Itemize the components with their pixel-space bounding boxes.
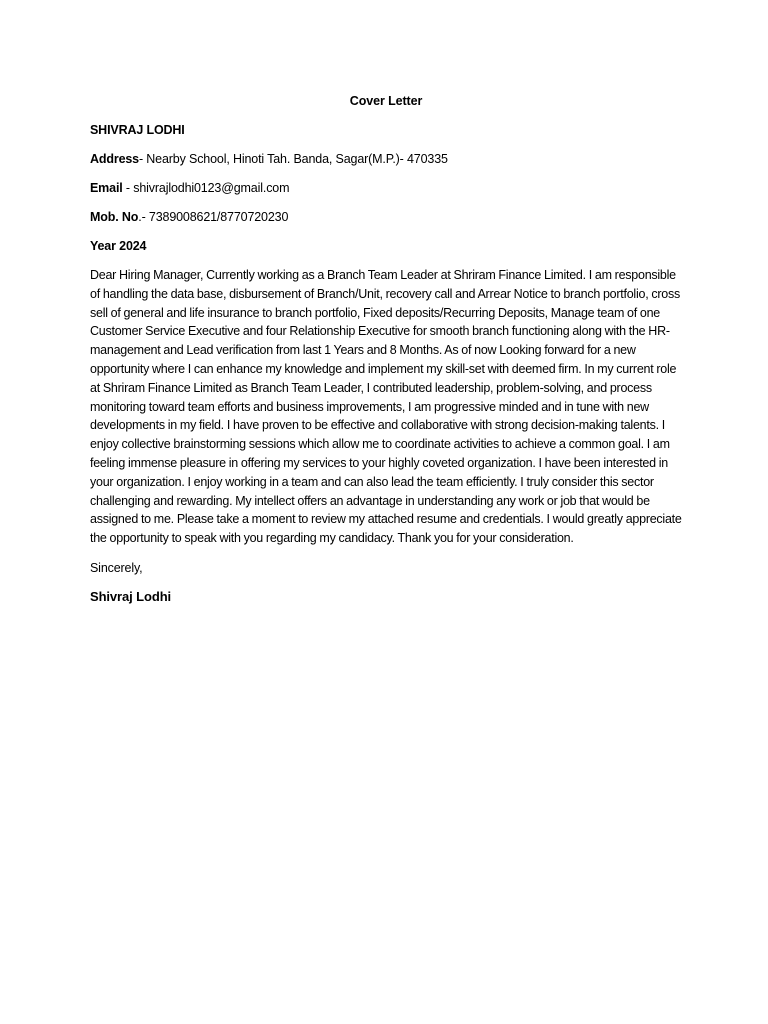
letter-content <box>90 92 682 606</box>
signature: Shivraj Lodhi <box>90 588 172 604</box>
address-line <box>90 150 682 168</box>
address-value: - Nearby School, Hinoti Tah. Banda, Sagar(M.P.)- 470335 <box>138 152 448 166</box>
email-line <box>90 179 682 197</box>
mobile-line <box>90 208 682 226</box>
mobile-value: .- 7389008621/8770720230 <box>138 210 289 224</box>
email-value: - shivrajlodhi0123@gmail.com <box>122 181 290 195</box>
mobile-label: Mob. No <box>90 210 139 224</box>
closing: Sincerely, <box>90 560 143 575</box>
applicant-name: SHIVRAJ LODHI <box>90 123 185 137</box>
address-label: Address <box>90 152 139 166</box>
year-line: Year 2024 <box>90 239 147 253</box>
email-label: Email <box>90 181 123 195</box>
letter-body: Dear Hiring Manager, Currently working as a Branch Team Leader at Shriram Finance Limited. I am responsible of handling the data base, disbursement of Branch/Unit, recovery call and Arrear Notice to branch portfolio, cross sell of general and life insurance to branch portfolio, Fixed deposits/Recurring Deposits, Manage team of one Customer Service Executive and four Relationship Executive for smooth branch functioning along with the HR-management and Lead verification from last 1 Years and 8 Months. As of now Looking forward for a new opportunity where I can enhance my knowledge and implement my skill-set with deemed firm. In my current role at Shriram Finance Limited as Branch Team Leader, I contributed leadership, problem-solving, and process monitoring toward team efforts and business improvements, I am progressive minded and in tune with new developments in my field. I have proven to be effective and collaborative with strong decision-making talents. I enjoy collective brainstorming sessions which allow me to coordinate activities to achieve a common goal. I am feeling immense pleasure in offering my services to your highly coveted organization. I have been interested in your organization. I enjoy working in a team and can also lead the team efficiently. I truly consider this sector challenging and rewarding. My intellect offers an advantage in understanding any work or job that would be assigned to me. Please take a moment to review my attached resume and credentials. I would greatly appreciate the opportunity to speak with you regarding my candidacy. Thank you for your consideration. <box>90 268 682 546</box>
document-title: Cover Letter <box>349 94 423 108</box>
